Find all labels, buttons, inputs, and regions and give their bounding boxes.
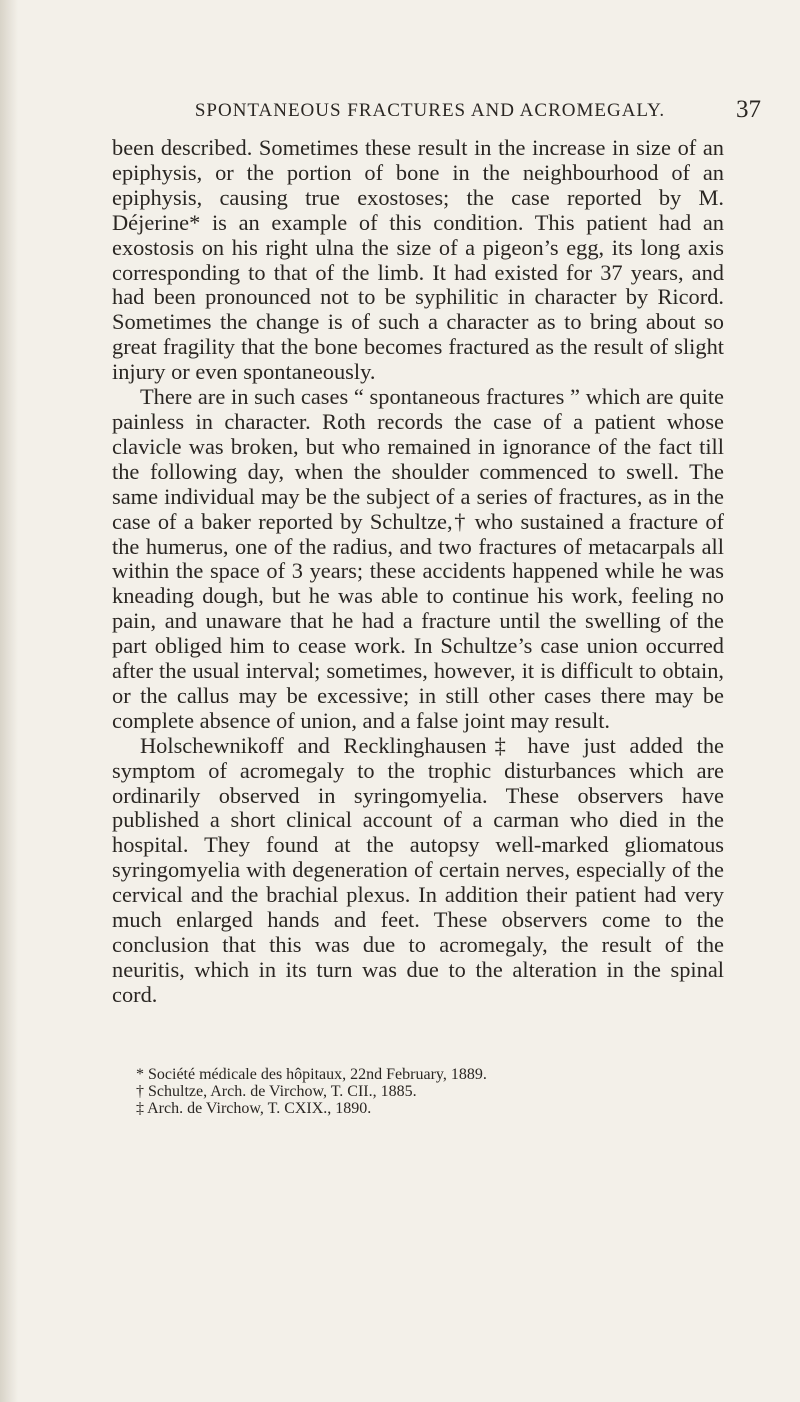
footnotes: [136, 1066, 696, 1117]
footnote-asterisk: * Société médicale des hôpitaux, 22nd February, 1889.: [136, 1066, 487, 1083]
footnote-dagger: † Schultze, Arch. de Virchow, T. CII., 1885.: [136, 1083, 417, 1100]
paragraph-continuation: been described. Sometimes these result in the increase in size of an epiphysis, or the portion of bone in the neighbourhood of an epiphysis, causing true exostoses; the case reported by M. Déjerine* is an example of this condition. This patient had an exostosis on his right ulna the size of a pigeon’s egg, its long axis corresponding to that of the limb. It had existed for 37 years, and had been pronounced not to be syphilitic in character by Ricord. Sometimes the change is of such a character as to bring about so great fragility that the bone becomes fractured as the result of slight injury or even spontaneously.: [112, 135, 724, 385]
page-gutter-shadow: [0, 0, 18, 1402]
running-title: SPONTANEOUS FRACTURES AND ACROMEGALY.: [194, 100, 666, 121]
body-text: [112, 136, 724, 1008]
page-number: 37: [736, 96, 761, 123]
footnote-double-dagger: ‡ Arch. de Virchow, T. CXIX., 1890.: [136, 1100, 372, 1117]
paragraph-spontaneous-fractures: There are in such cases “ spontaneous fractures ” which are quite painless in character. Roth records the case of a patient whose clavicle was broken, but who remained in ignorance of the fact till the following day, when the shoulder commenced to swell. The same individual may be the subject of a series of fractures, as in the case of a baker reported by Schultze,† who sustained a fracture of the humerus, one of the radius, and two fractures of metacarpals all within the space of 3 years; these accidents happened while he was kneading dough, but he was able to continue his work, feeling no pain, and unaware that he had a fracture until the swelling of the part obliged him to cease work. In Schultze’s case union occurred after the usual interval; sometimes, however, it is difficult to obtain, or the callus may be excessive; in still other cases there may be complete absence of union, and a false joint may result.: [112, 384, 724, 733]
paragraph-syringomyelia: Holschewnikoff and Recklinghausen‡ have just added the symptom of acromegaly to the trophic disturbances which are ordinarily observed in syringomyelia. These observers have published a short clinical account of a carman who died in the hospital. They found at the autopsy well-marked gliomatous syringomyelia with degeneration of certain nerves, especially of the cervical and the brachial plexus. In addition their patient had very much enlarged hands and feet. These observers come to the conclusion that this was due to acromegaly, the result of the neuritis, which in its turn was due to the alteration in the spinal cord.: [112, 732, 724, 1007]
